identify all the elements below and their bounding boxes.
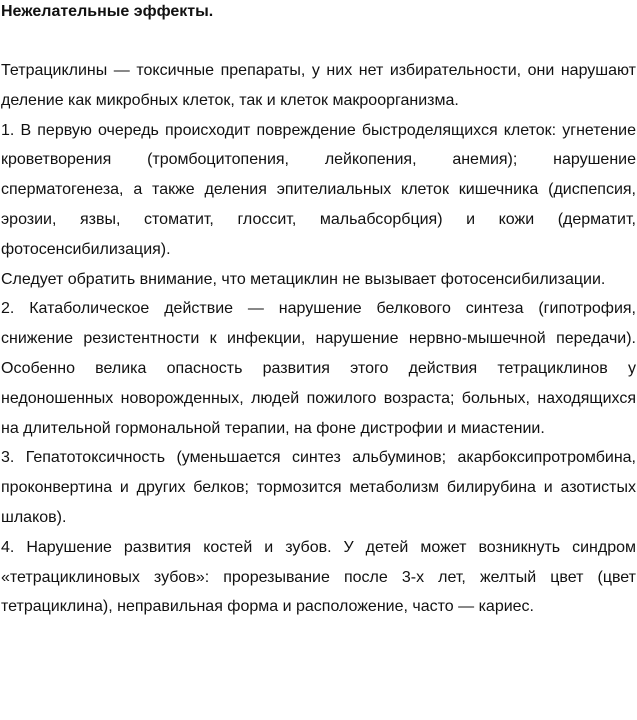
section-heading: Нежелательные эффекты. — [1, 3, 214, 20]
paragraph-item-1: 1. В первую очередь происходит повреждение быстроделящихся клеток: угнетение кроветворения (тромбоцитопения, лейкопения, анемия); нарушение сперматогенеза, а также деления эпителиальных клеток кишечника (диспепсия, эрозии, язвы, стоматит, глоссит, мальабсорбция) и кожи (дерматит, фотосенсибилизация). — [1, 121, 636, 258]
paragraph-item-3: 3. Гепатотоксичность (уменьшается синтез альбуминов; акарбоксипротромбина, проконвертина и других белков; тормозится метаболизм билирубина и азотистых шлаков). — [1, 449, 636, 526]
paragraph-note: Следует обратить внимание, что метациклин не вызывает фотосенсибилизации. — [1, 270, 606, 288]
paragraph-item-4: 4. Нарушение развития костей и зубов. У детей может возникнуть синдром «тетрациклиновых зубов»: прорезывание после 3-х лет, желтый цвет (цвет тетрациклина), неправильная форма и расположение, часто — кариес. — [1, 538, 636, 616]
paragraph-intro: Тетрациклины — токсичные препараты, у них нет избирательности, они нарушают деление как микробных клеток, так и клеток макроорганизма. — [1, 62, 636, 109]
section-body — [1, 56, 636, 622]
paragraph-item-2: 2. Катаболическое действие — нарушение белкового синтеза (гипотрофия, снижение резистентности к инфекции, нарушение нервно-мышечной передачи). Особенно велика опасность развития этого действия тетрациклинов у недоношенных новорожденных, людей пожилого возраста; больных, находящихся на длительной гормональной терапии, на фоне дистрофии и миастении. — [1, 300, 636, 437]
